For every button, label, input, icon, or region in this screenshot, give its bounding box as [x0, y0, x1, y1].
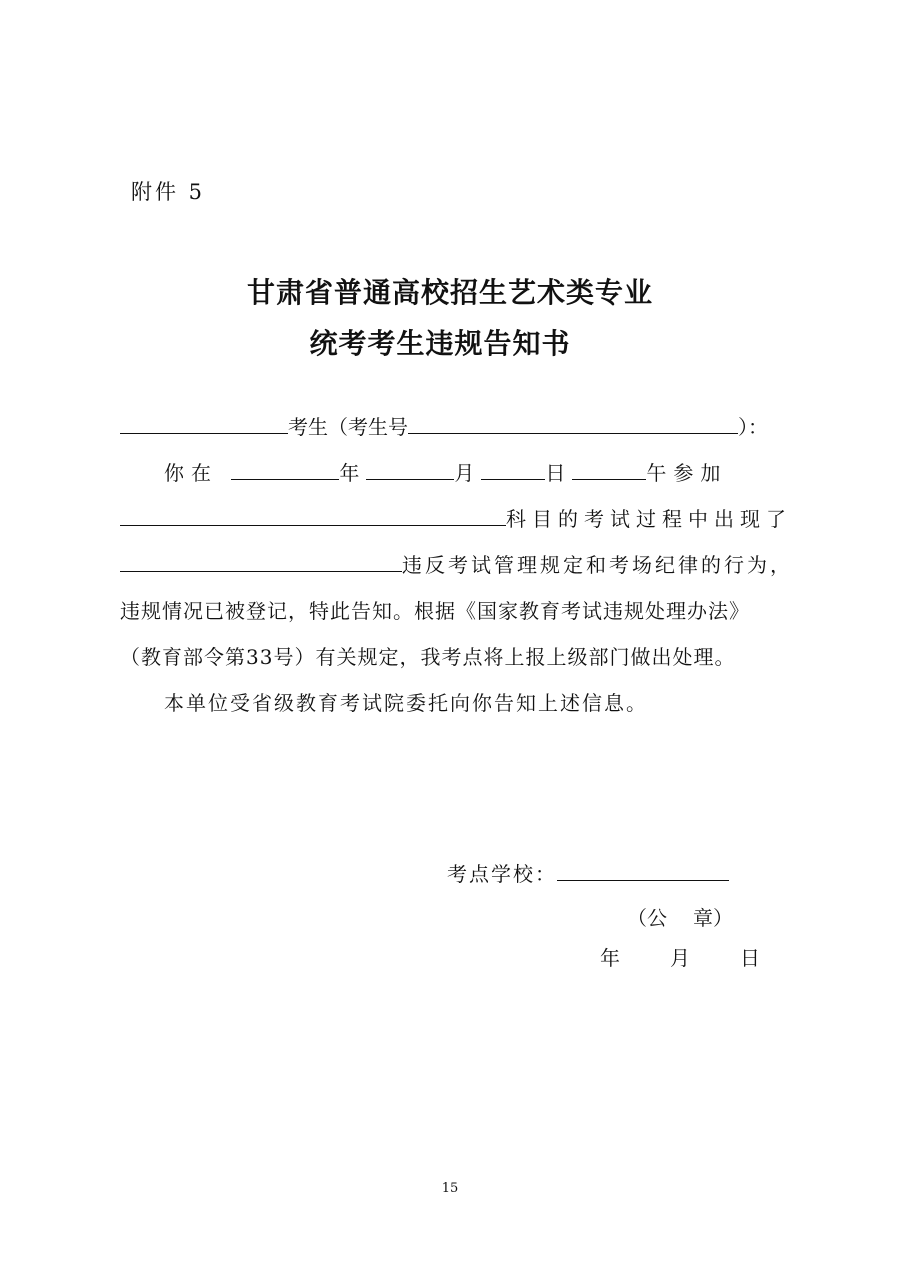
violation-line: [120, 550, 793, 580]
year-text: 年: [339, 461, 367, 485]
day-blank[interactable]: [481, 459, 545, 480]
school-signature-line: [447, 858, 729, 887]
official-seal-label: [627, 902, 733, 931]
school-blank[interactable]: [557, 860, 729, 881]
page-number: 15: [441, 1181, 459, 1196]
candidate-name-blank[interactable]: [120, 413, 288, 434]
body-line-6: （教育部令第33号）有关规定，我考点将上报上级部门做出处理。: [120, 645, 736, 669]
candidate-label: 考生（考生号: [288, 415, 408, 439]
signature-date: [600, 942, 760, 971]
subject-blank[interactable]: [120, 505, 506, 526]
seal-open: （公: [627, 906, 667, 930]
violation-blank[interactable]: [120, 551, 402, 572]
year-blank[interactable]: [231, 459, 339, 480]
body-line-7: 本单位受省级教育考试院委托向你告知上述信息。: [164, 691, 648, 715]
noon-attend-text: 午参加: [646, 461, 728, 485]
seal-close: 章）: [693, 906, 733, 930]
you-at-text: 你在: [164, 461, 218, 485]
candidate-close: ）：: [738, 415, 768, 439]
noon-blank[interactable]: [572, 459, 646, 480]
subject-exam-text: 科目的考试过程中出现了: [506, 507, 792, 531]
date-attend-line: [120, 458, 824, 488]
day-text: 日: [545, 461, 573, 485]
school-label: 考点学校：: [447, 862, 557, 886]
candidate-line: [120, 412, 780, 442]
body-line-5: 违规情况已被登记，特此告知。根据《国家教育考试违规处理办法》: [120, 599, 750, 623]
candidate-number-blank[interactable]: [408, 413, 738, 434]
month-text: 月: [454, 461, 482, 485]
title-line-2: 统考考生违规告知书: [309, 327, 571, 360]
date-day: 日: [740, 946, 760, 970]
month-blank[interactable]: [366, 459, 454, 480]
violation-text: 违反考试管理规定和考场纪律的行为，: [402, 553, 793, 577]
attachment-label: 附件 5: [131, 180, 206, 204]
date-year: 年: [600, 946, 620, 970]
date-month: 月: [670, 946, 690, 970]
subject-line: [120, 504, 792, 534]
title-line-1: 甘肃省普通高校招生艺术类专业: [246, 276, 653, 309]
